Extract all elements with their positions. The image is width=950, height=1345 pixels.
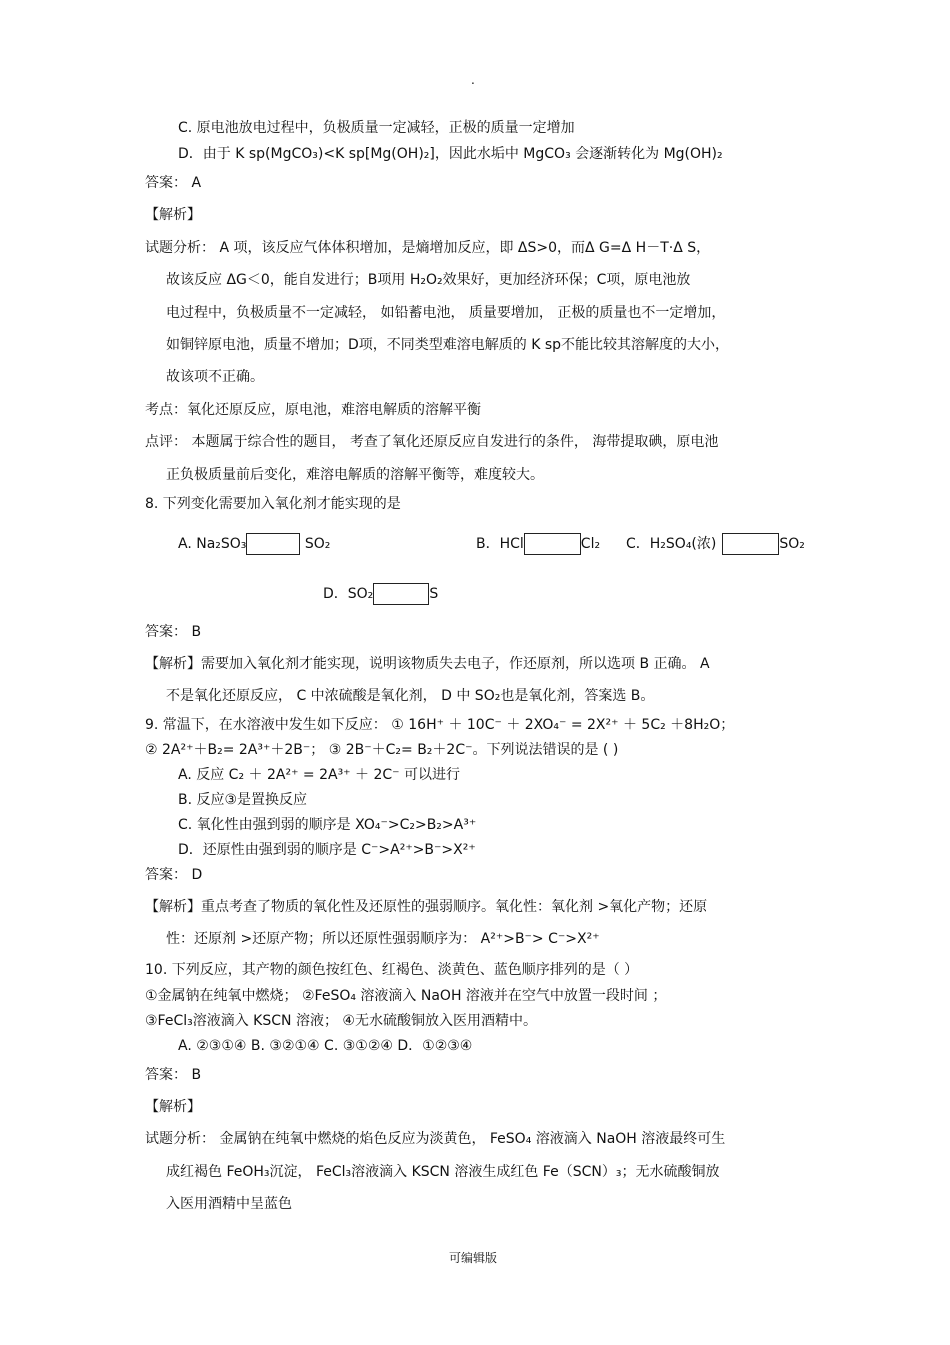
text-line: 如铜锌原电池，质量不增加；D项，不同类型难溶电解质的 K sp不能比较其溶解度的大小， <box>166 337 730 353</box>
text-line: 【解析】 <box>145 207 201 223</box>
answer-box <box>722 533 779 555</box>
text-line: ③FeCl₃溶液滴入 KSCN 溶液； ④无水硫酸铜放入医用酒精中。 <box>145 1013 537 1029</box>
option-c-product: SO₂ <box>779 536 805 552</box>
option-c-reactant: C．H₂SO₄(浓) <box>626 536 717 552</box>
text-line: B. 反应③是置换反应 <box>178 792 308 808</box>
text-line: 8. 下列变化需要加入氧化剂才能实现的是 <box>145 496 401 512</box>
text-line: C. 原电池放电过程中，负极质量一定减轻，正极的质量一定增加 <box>178 120 575 136</box>
text-line: 故该反应 ΔG＜0，能自发进行；B项用 H₂O₂效果好，更加经济环保；C项，原电池放 <box>166 272 691 288</box>
text-line: C. 氧化性由强到弱的顺序是 XO₄⁻>C₂>B₂>A³⁺ <box>178 817 477 833</box>
header-dot: . <box>471 73 475 87</box>
q8-option-b <box>476 533 600 555</box>
text-line: 答案： A <box>145 175 202 191</box>
text-line: ② 2A²⁺＋B₂= 2A³⁺＋2B⁻； ③ 2B⁻＋C₂= B₂＋2C⁻。下列说法错误的是 ( ) <box>145 742 619 758</box>
page-footer: 可编辑版 <box>449 1251 498 1265</box>
text-line: D．还原性由强到弱的顺序是 C⁻>A²⁺>B⁻>X²⁺ <box>178 842 476 858</box>
text-line: 答案： D <box>145 867 203 883</box>
answer-box <box>524 533 581 555</box>
text-line: 答案： B <box>145 1067 202 1083</box>
text-line: 10. 下列反应，其产物的颜色按红色、红褐色、淡黄色、蓝色顺序排列的是（ ） <box>145 962 639 978</box>
q8-option-d <box>323 583 438 605</box>
q8-option-c <box>626 533 805 555</box>
text-line: 点评： 本题属于综合性的题目， 考查了氧化还原反应自发进行的条件， 海带提取碘，原电池 <box>145 434 719 450</box>
text-line: 性：还原剂 >还原产物；所以还原性强弱顺序为： A²⁺>B⁻> C⁻>X²⁺ <box>166 931 600 947</box>
answer-box <box>373 583 429 605</box>
text-line: 电过程中，负极质量不一定减轻， 如铅蓄电池， 质量要增加， 正极的质量也不一定增加， <box>166 305 726 321</box>
text-line: 答案： B <box>145 624 202 640</box>
text-line: ①金属钠在纯氧中燃烧； ②FeSO₄ 溶液滴入 NaOH 溶液并在空气中放置一段时间 ； <box>145 988 667 1004</box>
option-d-product: S <box>429 586 439 602</box>
text-line: 【解析】 <box>145 1099 201 1115</box>
option-a-reactant: A. Na₂SO₃ <box>178 536 247 552</box>
text-line: 考点：氧化还原反应，原电池，难溶电解质的溶解平衡 <box>145 402 481 418</box>
text-line: 故该项不正确。 <box>166 369 264 385</box>
answer-box <box>246 533 300 555</box>
text-line: A. ②③①④ B. ③②①④ C. ③①②④ D．①②③④ <box>178 1038 473 1054</box>
option-b-product: Cl₂ <box>580 536 601 552</box>
text-line: 9. 常温下，在水溶液中发生如下反应： ① 16H⁺ ＋ 10C⁻ ＋ 2XO₄⁻ = 2X²⁺ ＋ 5C₂ ＋8H₂O； <box>145 717 735 733</box>
text-line: D．由于 K sp(MgCO₃)<K sp[Mg(OH)₂]，因此水垢中 MgCO₃ 会逐渐转化为 Mg(OH)₂ <box>178 146 723 162</box>
q8-option-a <box>178 533 330 555</box>
text-line: 试题分析： 金属钠在纯氧中燃烧的焰色反应为淡黄色， FeSO₄ 溶液滴入 NaOH 溶液最终可生 <box>145 1131 726 1147</box>
option-b-reactant: B．HCl <box>476 536 524 552</box>
option-a-product: SO₂ <box>304 536 331 552</box>
text-line: 不是氧化还原反应， C 中浓硫酸是氧化剂， D 中 SO₂也是氧化剂，答案选 B。 <box>166 688 655 704</box>
text-line: 正负极质量前后变化，难溶电解质的溶解平衡等，难度较大。 <box>166 467 544 483</box>
text-line: A. 反应 C₂ ＋ 2A²⁺ = 2A³⁺ ＋ 2C⁻ 可以进行 <box>178 767 460 783</box>
text-line: 试题分析： A 项，该反应气体体积增加，是熵增加反应，即 ΔS>0，而Δ G=Δ H－T·Δ S， <box>145 240 711 256</box>
option-d-reactant: D．SO₂ <box>323 586 374 602</box>
text-line: 【解析】重点考查了物质的氧化性及还原性的强弱顺序。氧化性：氧化剂 >氧化产物；还原 <box>145 899 708 915</box>
text-line: 【解析】需要加入氧化剂才能实现，说明该物质失去电子，作还原剂，所以选项 B 正确。 A <box>145 656 710 672</box>
text-line: 入医用酒精中呈蓝色 <box>166 1196 292 1212</box>
text-line: 成红褐色 FeOH₃沉淀， FeCl₃溶液滴入 KSCN 溶液生成红色 Fe（SCN）₃；无水硫酸铜放 <box>166 1164 720 1180</box>
